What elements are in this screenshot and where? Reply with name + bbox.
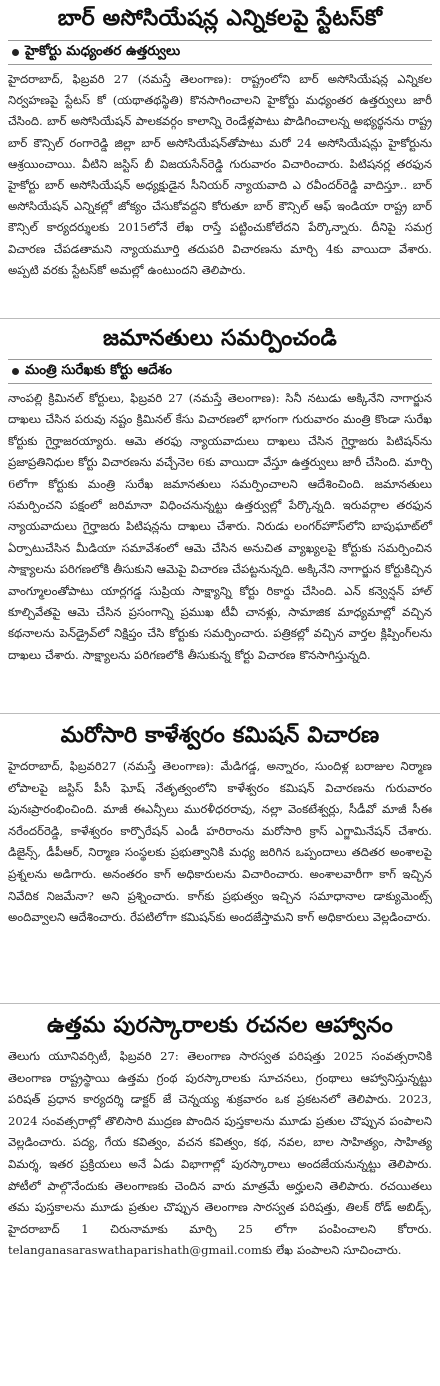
article-subhead (8, 359, 432, 384)
article-body: తెలుగు యూనివర్సిటీ, ఫిబ్రవరి 27: తెలంగాణ సారస్వత పరిషత్తు 2025 సంవత్సరానికి తెలంగాణ రాష్ట్రస్థాయి ఉత్తమ గ్రంథ పురస్కారాలకు సూచనలు, గ్రంథాలు ఆహ్వానిస్తున్నట్టు పరిషత్ ప్రధాన కార్యదర్శి డాక్టర్ జే చెన్నయ్య శుక్రవారం ఒక ప్రకటనలో తెలిపారు. 2023, 2024 సంవత్సరాల్లో తొలిసారి ముద్రణ పొందిన పుస్తకాలను మూడు ప్రతుల చొప్పున పంపాలని వెల్లడించారు. పద్య, గేయ కవిత్వం, వచన కవిత్వం, కథ, నవల, బాల సాహిత్యం, సాహిత్య విమర్శ, ఇతర ప్రక్రియలు అనే ఏడు విభాగాల్లో పురస్కారాలు అందజేయనున్నట్టు తెలిపారు. పోటీలో పాల్గొనేందుకు తెలంగాణకు చెందిన వారు మాత్రమే అర్హులని తెలిపారు. రచయితలు తమ పుస్తకాలను మూడు ప్రతుల చొప్పున తెలంగాణ సారస్వత పరిషత్తు, తిలక్ రోడ్ అబిడ్స్, హైదరాబాద్ 1 చిరునామాకు మార్చి 25 లోగా పంపించాలని కోరారు. telanganasaraswathaparishath@gmail.comకు లేఖ పంపాలని సూచించారు. (8, 1049, 432, 1258)
bullet-dot-icon (12, 368, 19, 375)
article-body: హైదరాబాద్, ఫిబ్రవరి27 (నమస్తే తెలంగాణ): మేడిగడ్డ, అన్నారం, సుందిళ్ల బరాజుల నిర్మాణ లోపాలపై జస్టిస్ పీసీ ఘోష్ నేతృత్వంలోని కాళేశ్వరం కమిషన్ విచారణను గురువారం పునఃప్రారంభించింది. మాజీ ఈఎన్సీలు మురళీధరరావు, నల్లా వెంకటేశ్వర్లు, సీడీవో మాజీ సీఈ నరేందర్‌రెడ్డి, కాళేశ్వరం కార్పొరేషన్ ఎండీ హరిరాంను మరోసారి క్రాస్ ఎగ్జామినేషన్ చేశారు. డిజైన్స్, డీపీఆర్, నిర్మాణ సంస్థలకు ప్రభుత్వానికి మధ్య జరిగిన ఒప్పందాలు తదితర అంశాలపై ప్రశ్నలను అడిగారు. అనంతరం కాగ్ అధికారులను విచారించారు. అంశాలవారీగా కాగ్ ఇచ్చిన నివేదిక నిజమేనా? అని ప్రశ్నించారు. కాగ్‌కు ప్రభుత్వం ఇచ్చిన సమాధానాల డాక్యుమెంట్స్ అందివ్వాలని ఆదేశించారు. రేపటిలోగా కమిషన్‌కు అందజేస్తామని కాగ్ అధికారులు వెల్లడించారు. (8, 759, 432, 925)
article-headline: ఉత్తమ పురస్కారాలకు రచనల ఆహ్వానం (47, 1013, 393, 1038)
article-divider (0, 318, 440, 319)
article-kaleshwaram-commission (0, 716, 440, 1003)
article-headline: బార్ అసోసియేషన్ల ఎన్నికలపై స్టేటస్‌కో (57, 6, 383, 31)
article-divider (0, 1003, 440, 1004)
article-book-awards-invitation (0, 1006, 440, 1386)
article-divider (0, 713, 440, 714)
article-surekha-sureties (0, 321, 440, 713)
article-bar-association-status-quo (0, 0, 440, 318)
article-subhead-text: హైకోర్టు మధ్యంతర ఉత్తర్వులు (25, 43, 181, 59)
article-subhead (8, 40, 432, 65)
article-subhead-text: మంత్రి సురేఖకు కోర్టు ఆదేశం (25, 362, 172, 378)
article-body: హైదరాబాద్, ఫిబ్రవరి 27 (నమస్తే తెలంగాణ): రాష్ట్రంలోని బార్ అసోసియేషన్ల ఎన్నికల నిర్వహణపై స్టేటస్ కో (యథాతథస్థితి) కొనసాగించాలని హైకోర్టు మధ్యంతర ఉత్తర్వులు జారీ చేసింది. బార్ అసోసియేషన్ పాలకవర్గం కాలాన్ని రెండేళ్లపాటు పొడిగించాలన్న అభ్యర్థనను రాష్ట్ర బార్ కౌన్సిల్ రంగారెడ్డి జిల్లా బార్ అసోసియేషన్‌తోపాటు మరో 24 అసోసియేషన్లు హైకోర్టును ఆశ్రయించాయి. వీటిని జస్టిస్ బీ విజయసేన్‌రెడ్డి గురువారం విచారించారు. పిటిషనర్ల తరఫున హైకోర్టు బార్ అసోసియేషన్ అధ్యక్షుడైన సీనియర్ న్యాయవాది ఎ రవీందర్‌రెడ్డి వాదిస్తూ.. బార్ అసోసియేషన్ ఎన్నికల్లో జోక్యం చేసుకోవద్దని కోరుతూ బార్ కౌన్సిల్ ఆఫ్ ఇండియా రాష్ట్ర బార్ కౌన్సిల్ కార్యదర్శులకు 2015లోనే లేఖ రాస్తే పట్టించుకోలేదని పేర్కొన్నారు. దీనిపై సమగ్ర విచారణ చేపడతామని న్యాయమూర్తి తదుపరి విచారణను మార్చి 4కు వాయిదా వేశారు. అప్పటి వరకు స్టేటస్‌కో అమల్లో ఉంటుందని తెలిపారు. (8, 72, 432, 277)
article-body: నాంపల్లి క్రిమినల్ కోర్టులు, ఫిబ్రవరి 27 (నమస్తే తెలంగాణ): సినీ నటుడు అక్కినేని నాగార్జున దాఖలు చేసిన పరువు నష్టం క్రిమినల్ కేసు విచారణలో భాగంగా గురువారం మంత్రి కొండా సురేఖ కోర్టుకు గైర్హాజరయ్యారు. ఆమె తరఫు న్యాయవాదులు దాఖలు చేసిన గైర్హాజరు పిటిషన్‌ను ప్రజాప్రతినిధుల కోర్టు విచారణను వచ్చేనెల 6కు వాయిదా వేస్తూ ఉత్తర్వులు జారీ చేసింది. మార్చి 6లోగా కోర్టుకు మంత్రి సురేఖ జమానతులు సమర్పించాలని ఆదేశించింది. జమానతులు సమర్పించని పక్షంలో జరిమానా విధించనున్నట్టు ఉత్తర్వుల్లో పేర్కొన్నది. ఇరువర్గాల తరఫున న్యాయవాదులు గైర్హాజరు పిటిషన్లను దాఖలు చేశారు. నిరుడు లంగర్‌హౌస్‌లోని బాపుఘాట్‌లో ఏర్పాటుచేసిన మీడియా సమావేశంలో ఆమె చేసిన అనుచిత వ్యాఖ్యలపై కోర్టుకు సమర్పించిన సాక్ష్యాలను పరిగణలోకి తీసుకుని ఆమెపై విచారణ చేపట్టనున్నది. అక్కినేని నాగార్జున కోర్టుకిచ్చిన వాంగ్మూలంతోపాటు యార్లగడ్డ సుప్రియ సాక్ష్యాన్ని కోర్టు రికార్డు చేసింది. ఎన్ కన్వెన్షన్ హాల్ కూల్చివేతపై ఆమె చేసిన ప్రసంగాన్ని ప్రముఖ టీవీ చానళ్లు, సామాజిక మాధ్యమాల్లో వచ్చిన కథనాలను పెన్‌డ్రైవ్‌లో నిక్షిప్తం చేసి కోర్టుకు సమర్పించారు. పత్రికల్లో వచ్చిన వార్తల క్లిప్పింగ్‌లను దాఖలు చేశారు. సాక్ష్యాలను పరిగణలోకి తీసుకున్న కోర్టు విచారణ కొనసాగిస్తున్నది. (8, 391, 432, 662)
article-headline: జమానతులు సమర్పించండి (102, 326, 338, 351)
article-headline: మరోసారి కాళేశ్వరం కమిషన్ విచారణ (60, 723, 380, 748)
bullet-dot-icon (12, 49, 19, 56)
